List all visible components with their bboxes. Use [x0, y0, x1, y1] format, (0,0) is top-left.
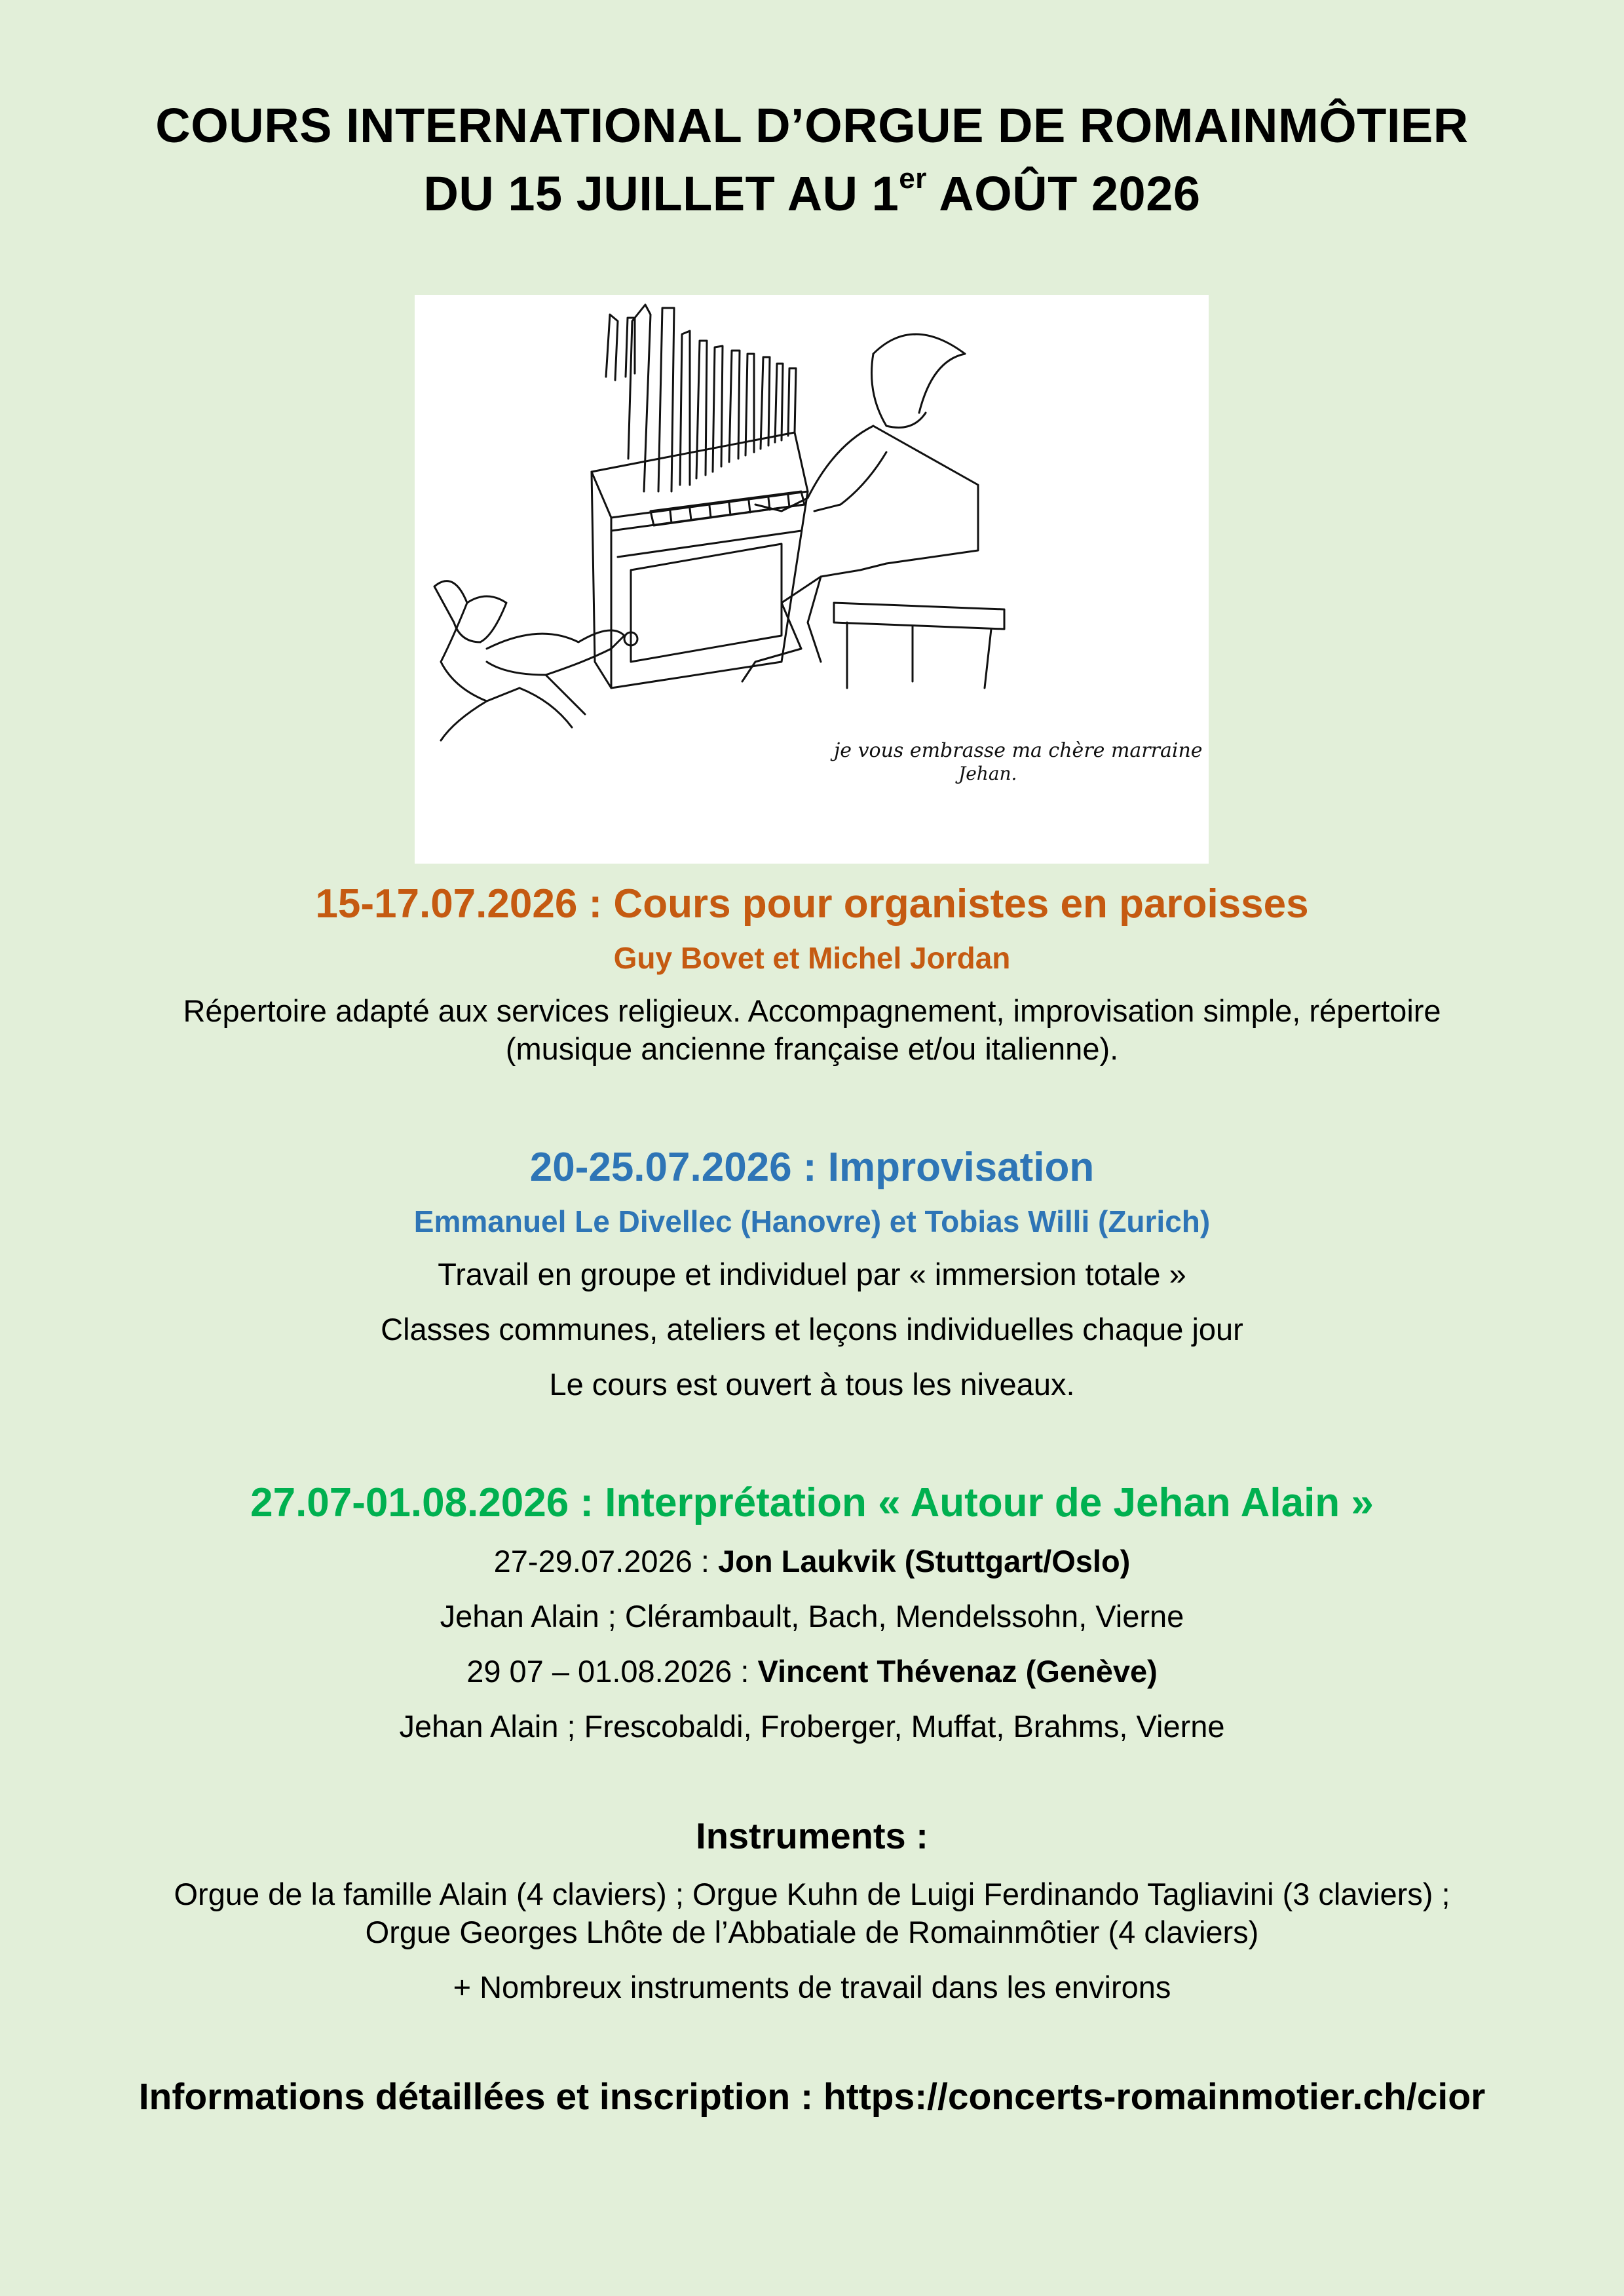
drawing-inscription: je vous embrasse ma chère marraine: [834, 739, 1203, 762]
course2-description-line1: Travail en groupe et individuel par « immersion totale »: [438, 1257, 1186, 1292]
course1-teachers: Guy Bovet et Michel Jordan: [613, 941, 1011, 975]
poster-title: COURS INTERNATIONAL D’ORGUE DE ROMAINMÔTIER: [155, 98, 1469, 153]
poster-header: [0, 92, 1624, 228]
course3-part1-repertoire: Jehan Alain ; Clérambault, Bach, Mendelssohn, Vierne: [440, 1599, 1184, 1634]
course1-description-line1: Répertoire adapté aux services religieux. Accompagnement, improvisation simple, répertoire: [183, 993, 1441, 1028]
poster-dates: DU 15 JUILLET AU 1er AOÛT 2026: [423, 163, 1201, 221]
instruments-title: Instruments :: [696, 1815, 928, 1856]
course3-part1: 27-29.07.2026 : Jon Laukvik (Stuttgart/Oslo): [493, 1544, 1131, 1578]
course-interpretation: [0, 1477, 1624, 1746]
course2-teachers: Emmanuel Le Divellec (Hanovre) et Tobias Willi (Zurich): [413, 1204, 1211, 1238]
course3-part2: 29 07 – 01.08.2026 : Vincent Thévenaz (Genève): [466, 1654, 1158, 1689]
drawing-signature: Jehan.: [958, 763, 1017, 784]
course3-part2-teacher: Vincent Thévenaz (Genève): [757, 1654, 1158, 1689]
course3-title: 27.07-01.08.2026 : Interprétation « Autour de Jehan Alain »: [250, 1480, 1374, 1525]
organist-sketch-drawing: [415, 295, 1209, 864]
course2-description-line2: Classes communes, ateliers et leçons individuelles chaque jour: [381, 1312, 1243, 1347]
instruments-line1: Orgue de la famille Alain (4 claviers) ; Orgue Kuhn de Luigi Ferdinando Tagliavini (3 claviers) ;: [174, 1877, 1450, 1911]
instruments-line2: Orgue Georges Lhôte de l’Abbatiale de Romainmôtier (4 claviers): [365, 1915, 1259, 1949]
footer-info: [0, 2071, 1624, 2123]
instruments-line3: + Nombreux instruments de travail dans les environs: [453, 1970, 1171, 2004]
course3-part1-teacher: Jon Laukvik (Stuttgart/Oslo): [718, 1544, 1131, 1578]
course-improvisation: [0, 1141, 1624, 1404]
course2-description-line3: Le cours est ouvert à tous les niveaux.: [549, 1367, 1075, 1402]
course-parish-organists: [0, 878, 1624, 1068]
course3-part2-repertoire: Jehan Alain ; Frescobaldi, Froberger, Muffat, Brahms, Vierne: [399, 1709, 1225, 1744]
registration-info-link[interactable]: Informations détaillées et inscription : https://concerts-romainmotier.ch/cior: [138, 2076, 1486, 2118]
course2-title: 20-25.07.2026 : Improvisation: [529, 1145, 1095, 1190]
course1-description-line2: (musique ancienne française et/ou italienne).: [505, 1031, 1119, 1066]
instruments-section: [0, 1810, 1624, 2006]
course1-title: 15-17.07.2026 : Cours pour organistes en paroisses: [315, 881, 1309, 927]
organ-drawing-illustration: [415, 295, 1209, 864]
